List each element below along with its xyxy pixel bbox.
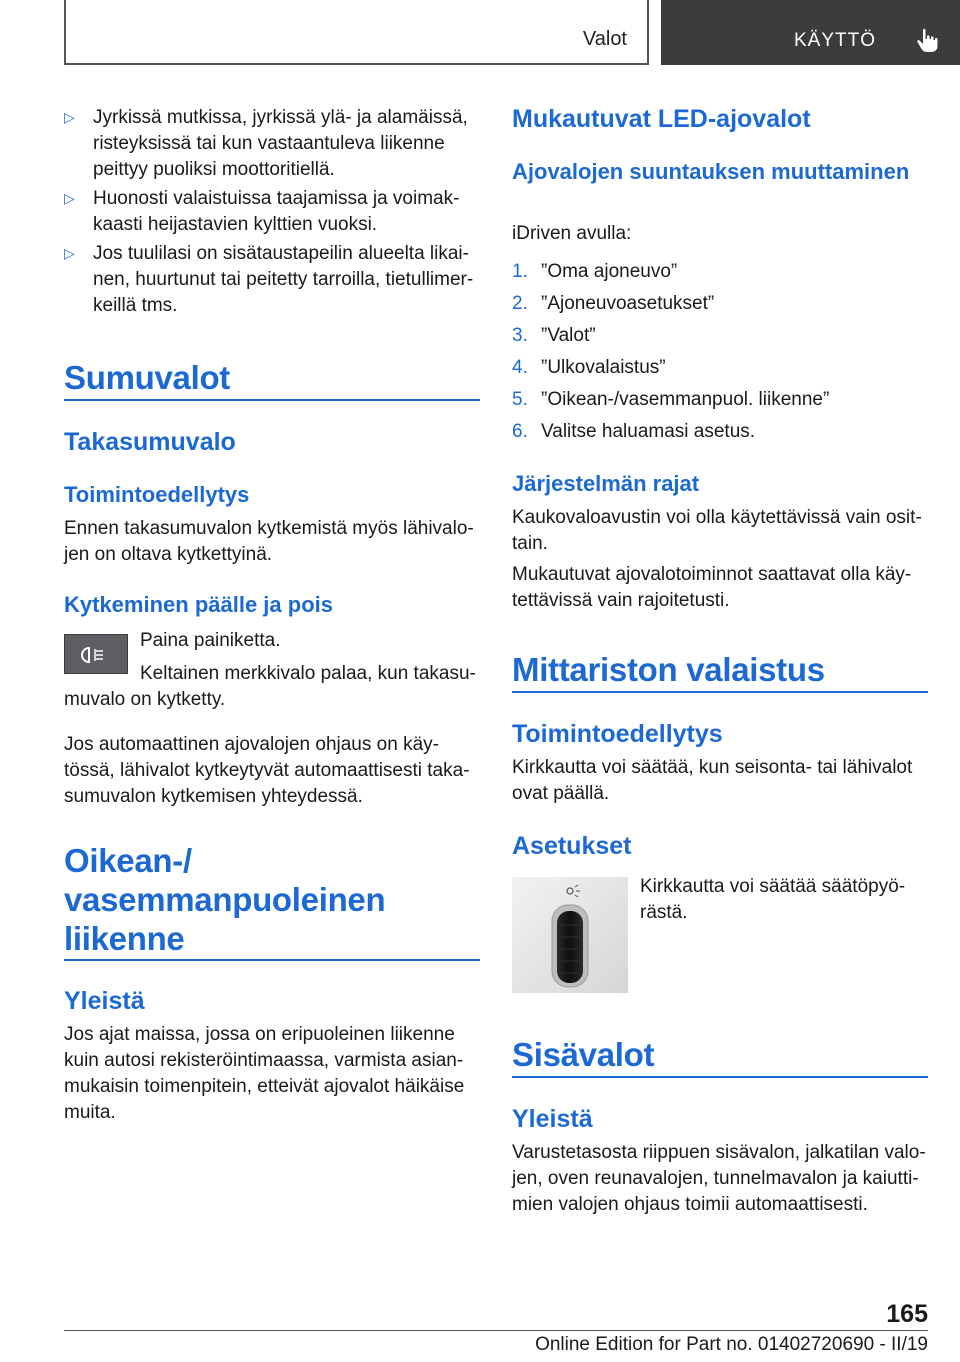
section-title: Valot bbox=[582, 28, 627, 50]
chapter-tab bbox=[661, 0, 960, 65]
step-item bbox=[512, 291, 928, 317]
bullet-triangle-icon: ▷ bbox=[64, 190, 75, 206]
auto-headlight-text: Jos automaattinen ajovalojen ohjaus on käytössä, lähivalot kytkeytyvät automaattisesti takasumuvalon kytkemisen yhteydessä. bbox=[64, 734, 470, 807]
instrument-prereq-text: Kirkkautta voi säätää, kun seisonta- tai lähivalot ovat päällä. bbox=[512, 757, 913, 804]
interior-text: Varustetasosta riippuen sisävalon, jalkatilan valojen, oven reunavalojen, tunnelmavalon ja kaiuttimien valojen ohjaus toimii automaattisesti. bbox=[512, 1142, 926, 1215]
idrive-intro: iDriven avulla: bbox=[512, 223, 632, 244]
heading-system-limits: Järjestelmän rajat bbox=[512, 471, 700, 496]
heading-prerequisites: Toimintoedellytys bbox=[64, 482, 250, 507]
bullet-text: Jos tuulilasi on sisätaustapeilin alueelta likainen, huurtunut tai peitetty tarroilla, tietullimerkeillä tms. bbox=[93, 243, 474, 316]
heading-general: Yleistä bbox=[512, 1105, 593, 1133]
heading-interior-lights: Sisävalot bbox=[512, 1036, 655, 1073]
bullet-item bbox=[64, 105, 480, 183]
heading-rear-fog: Takasumuvalo bbox=[64, 428, 236, 456]
step-item bbox=[512, 355, 928, 381]
heading-prerequisites: Toimintoedellytys bbox=[512, 720, 723, 748]
edition-text: Online Edition for Part no. 01402720690 - II/19 bbox=[535, 1334, 928, 1355]
bullet-text: Jyrkissä mutkissa, jyrkissä ylä- ja alamäissä, risteyksissä tai kun vastaantuleva liikenne peittyy puoliksi moottoritiellä. bbox=[93, 107, 468, 180]
step-number: 6. bbox=[512, 421, 528, 442]
heading-traffic-l3: liikenne bbox=[64, 920, 185, 957]
step-item bbox=[512, 259, 928, 285]
heading-instrument-lighting: Mittariston valaistus bbox=[512, 651, 825, 688]
hand-pointer-icon bbox=[914, 26, 942, 54]
step-text: Valitse haluamasi asetus. bbox=[541, 421, 756, 442]
heading-rule bbox=[64, 959, 480, 961]
step-number: 2. bbox=[512, 293, 528, 314]
step-text: ”Oikean-/vasemmanpuol. liikenne” bbox=[541, 389, 830, 410]
step-item bbox=[512, 387, 928, 413]
bullet-triangle-icon: ▷ bbox=[64, 245, 75, 261]
bullet-item bbox=[64, 186, 480, 238]
limits-text-2: Mukautuvat ajovalotoiminnot saattavat olla käytettävissä vain rajoitetusti. bbox=[512, 564, 912, 611]
heading-rule bbox=[64, 399, 480, 401]
heading-aim-change: Ajovalojen suuntauksen muuttaminen bbox=[512, 159, 910, 184]
dimmer-wheel-image bbox=[512, 877, 628, 993]
step-number: 4. bbox=[512, 357, 528, 378]
step-text: ”Valot” bbox=[541, 325, 596, 346]
dimmer-wheel-icon bbox=[512, 877, 628, 993]
step-item bbox=[512, 419, 928, 445]
step-number: 3. bbox=[512, 325, 528, 346]
bullet-triangle-icon: ▷ bbox=[64, 109, 75, 125]
page-number: 165 bbox=[886, 1300, 928, 1328]
chapter-title: KÄYTTÖ bbox=[794, 30, 877, 51]
footer-rule bbox=[64, 1330, 928, 1331]
step-text: ”Ulkovalaistus” bbox=[541, 357, 666, 378]
prereq-text: Ennen takasumuvalon kytkemistä myös lähivalojen on oltava kytkettyinä. bbox=[64, 518, 474, 565]
limits-text-1: Kaukovaloavustin voi olla käytettävissä vain osittain. bbox=[512, 507, 922, 554]
header-section-box bbox=[64, 0, 649, 65]
heading-settings: Asetukset bbox=[512, 832, 632, 860]
heading-general: Yleistä bbox=[64, 987, 145, 1015]
heading-rule bbox=[512, 1076, 928, 1078]
switch-text-2: Keltainen merkkivalo palaa, kun takasumuvalo on kytketty. bbox=[64, 663, 476, 710]
step-item bbox=[512, 323, 928, 349]
heading-traffic-l2: vasemmanpuoleinen bbox=[64, 881, 386, 918]
bullet-text: Huonosti valaistuissa taajamissa ja voimakkaasti heijastavien kylttien vuoksi. bbox=[93, 188, 460, 235]
heading-switch-on-off: Kytkeminen päälle ja pois bbox=[64, 592, 333, 617]
switch-text-1: Paina painiketta. bbox=[140, 630, 281, 651]
heading-fog-lights: Sumuvalot bbox=[64, 359, 230, 396]
step-text: ”Ajoneuvoasetukset” bbox=[541, 293, 715, 314]
step-number: 1. bbox=[512, 261, 528, 282]
heading-rule bbox=[512, 691, 928, 693]
traffic-text: Jos ajat maissa, jossa on eripuoleinen liikenne kuin autosi rekisteröintimaassa, varmista asianmukaisin toimenpitein, etteivät ajovalot häikäise muita. bbox=[64, 1024, 465, 1123]
bullet-item bbox=[64, 241, 480, 319]
heading-traffic-l1: Oikean-/ bbox=[64, 842, 192, 879]
step-text: ”Oma ajoneuvo” bbox=[541, 261, 678, 282]
step-number: 5. bbox=[512, 389, 528, 410]
heading-adaptive-led: Mukautuvat LED-ajovalot bbox=[512, 105, 811, 133]
settings-text: Kirkkautta voi säätää säätöpyörästä. bbox=[640, 876, 906, 923]
